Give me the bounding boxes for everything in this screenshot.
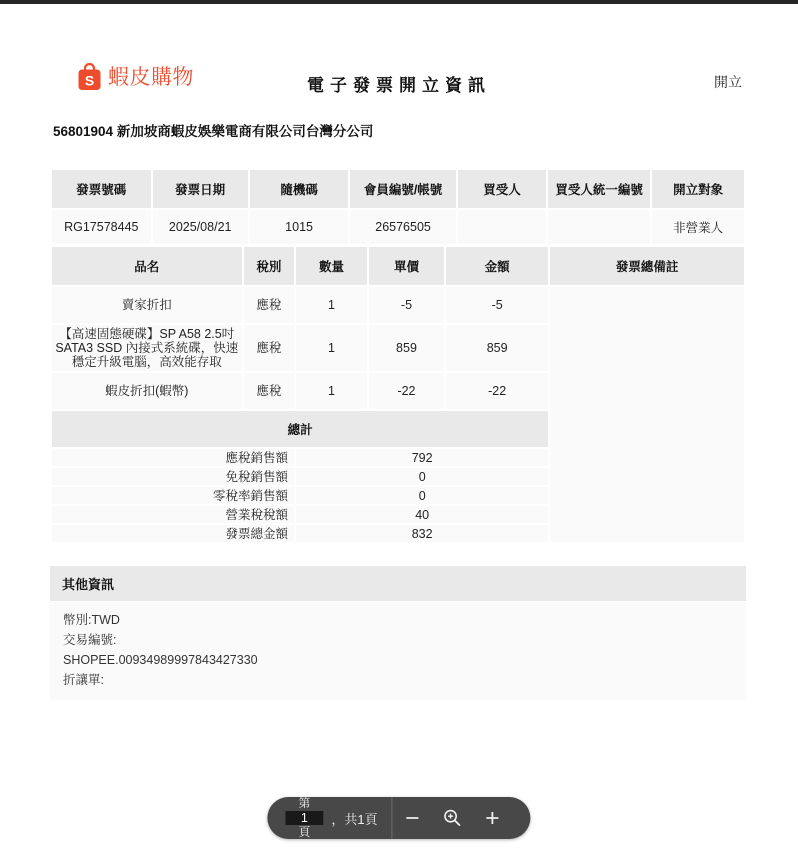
item-amount: -5 (446, 287, 548, 323)
col-header-issue-target: 開立對象 (652, 170, 744, 208)
item-row (52, 287, 744, 323)
page-number-widget (285, 797, 391, 839)
total-label: 發票總金額 (52, 525, 294, 542)
item-unit-price: 859 (369, 325, 444, 371)
page-suffix-label: 頁 (298, 825, 311, 839)
zoom-reset-button[interactable] (433, 797, 473, 839)
col-header-invoice-no: 發票號碼 (52, 170, 151, 208)
other-info-section (50, 566, 746, 700)
invoice-info-table (50, 168, 746, 246)
invoice-info-row (52, 210, 744, 244)
total-value: 0 (296, 468, 548, 485)
top-border-bar (0, 0, 798, 4)
invoice-date: 2025/08/21 (153, 210, 248, 244)
allowance-line: 折讓單: (63, 673, 104, 687)
total-value: 832 (296, 525, 548, 542)
col-header-buyer: 買受人 (458, 170, 546, 208)
bag-initial: S (84, 72, 95, 88)
magnifier-zoom-icon (443, 808, 463, 828)
invoice-remark (550, 287, 744, 542)
page-input-column (285, 797, 323, 839)
item-tax: 應稅 (244, 287, 294, 323)
col-header-buyer-tax-id: 買受人統一編號 (548, 170, 650, 208)
item-unit-price: -22 (369, 373, 444, 409)
item-amount: -22 (446, 373, 548, 409)
item-name: 【高速固態硬碟】SP A58 2.5吋 SATA3 SSD 內接式系統碟，快速穩定升級電腦，高效能存取 (52, 325, 242, 371)
page-count-label: ，共1頁 (331, 811, 378, 827)
item-name: 蝦皮折扣(蝦幣) (52, 373, 242, 409)
item-amount: 859 (446, 325, 548, 371)
buyer-tax-id (548, 210, 650, 244)
item-tax: 應稅 (244, 325, 294, 371)
zoom-in-button[interactable] (473, 797, 513, 839)
page-title: 電子發票開立資訊 (307, 76, 491, 95)
item-tax: 應稅 (244, 373, 294, 409)
other-info-body (50, 602, 746, 700)
item-unit-price: -5 (369, 287, 444, 323)
transaction-no-value: SHOPEE.00934989997843427330 (63, 653, 258, 667)
total-label: 營業稅稅額 (52, 506, 294, 523)
item-qty: 1 (296, 287, 367, 323)
item-qty: 1 (296, 373, 367, 409)
col-header-item-name: 品名 (52, 247, 242, 285)
col-header-member-no: 會員編號/帳號 (350, 170, 455, 208)
item-name: 賣家折扣 (52, 287, 242, 323)
total-label: 應稅銷售額 (52, 449, 294, 466)
page-number-input[interactable] (285, 811, 323, 825)
item-qty: 1 (296, 325, 367, 371)
issue-target: 非營業人 (652, 210, 744, 244)
invoice-no: RG17578445 (52, 210, 151, 244)
col-header-random-code: 隨機碼 (250, 170, 349, 208)
col-header-invoice-remark: 發票總備註 (550, 247, 744, 285)
col-header-amount: 金額 (446, 247, 548, 285)
company-line: 56801904 新加坡商蝦皮娛樂電商有限公司台灣分公司 (53, 124, 374, 139)
col-header-unit-price: 單價 (369, 247, 444, 285)
col-header-quantity: 數量 (296, 247, 367, 285)
buyer (458, 210, 546, 244)
total-value: 0 (296, 487, 548, 504)
total-value: 40 (296, 506, 548, 523)
member-no: 26576505 (350, 210, 455, 244)
transaction-no-label: 交易編號: (63, 633, 117, 647)
brand-name: 蝦皮購物 (108, 66, 194, 89)
currency-line: 幣別:TWD (63, 613, 120, 627)
issue-button[interactable]: 開立 (714, 74, 742, 90)
total-value: 792 (296, 449, 548, 466)
col-header-invoice-date: 發票日期 (153, 170, 248, 208)
total-label: 免稅銷售額 (52, 468, 294, 485)
page-prefix-label: 第 (298, 797, 311, 810)
other-info-title: 其他資訊 (50, 566, 746, 601)
total-label: 零稅率銷售額 (52, 487, 294, 504)
pdf-viewer-toolbar (267, 797, 530, 839)
minus-icon (404, 809, 422, 827)
zoom-out-button[interactable] (393, 797, 433, 839)
totals-header: 總計 (52, 411, 548, 447)
invoice-items-table (50, 245, 746, 544)
plus-icon (484, 809, 502, 827)
random-code: 1015 (250, 210, 349, 244)
col-header-tax-type: 稅別 (244, 247, 294, 285)
